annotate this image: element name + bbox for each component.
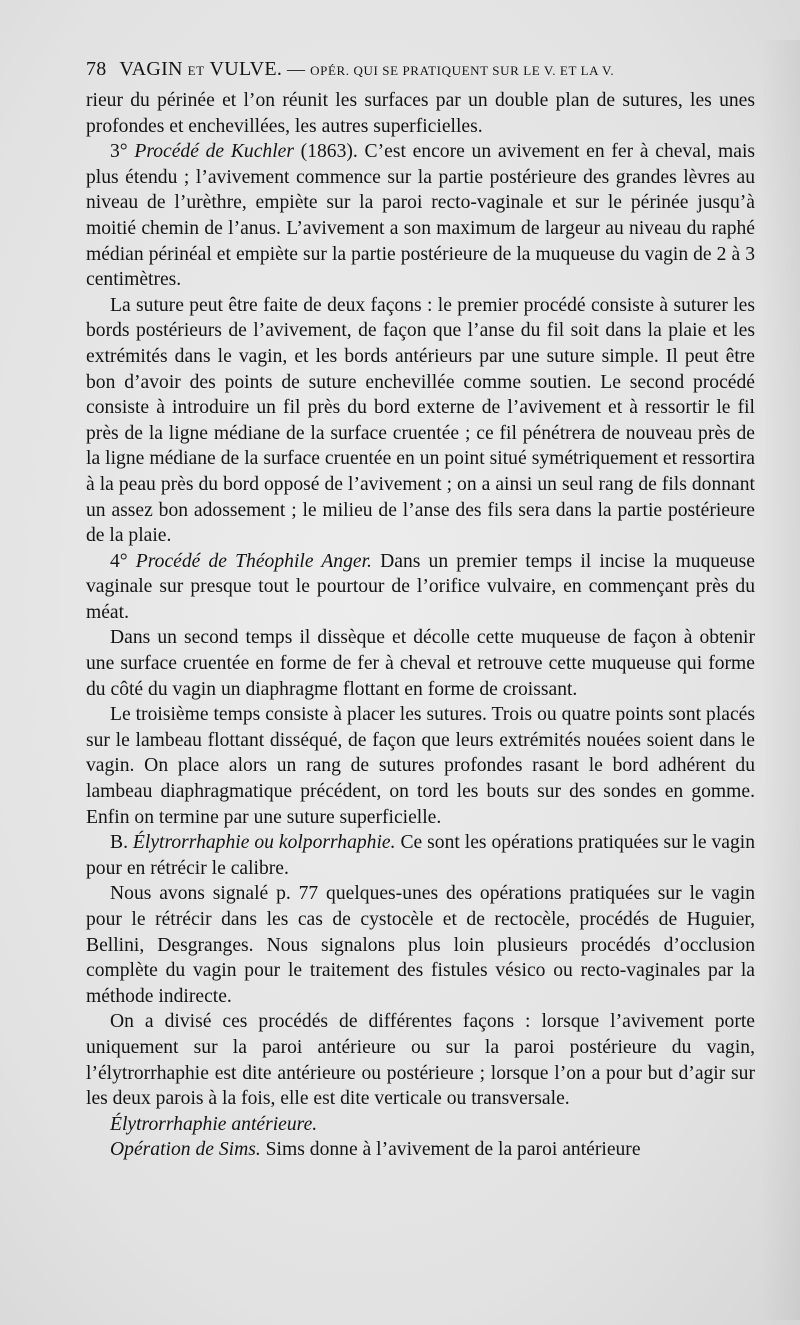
- header-title-2: VULVE.: [209, 58, 283, 80]
- header-dash: —: [287, 59, 306, 79]
- facing-page-shadow: [760, 40, 800, 1320]
- paragraph-third-time: Le troisième temps consiste à placer les sutures. Trois ou quatre points sont placés sur le lambeau flottant disséqué, de façon que leurs extrémités nouées soient dans le vagin. On place alors un rang de sutures profondes rasant le bord adhérent du lambeau diaphragmatique précédent, on tord les bouts sur des sondes en gomme. Enfin on termine par une suture superficielle.: [86, 704, 755, 828]
- procedure-name: Procédé de Kuchler: [134, 141, 294, 163]
- paragraph-kuchler: [86, 139, 755, 293]
- page-body: [86, 88, 755, 1163]
- paragraph-second-time: Dans un second temps il dissèque et décolle cette muqueuse de façon à obtenir une surface cruentée en forme de fer à cheval et retrouve cette muqueuse qui forme du côté du vagin un diaphragme flottant en forme de croissant.: [86, 627, 755, 700]
- paragraph-signale: Nous avons signalé p. 77 quelques-unes des opérations pratiquées sur le vagin pour le rétrécir dans les cas de cystocèle et de rectocèle, procédés de Huguier, Bellini, Desgranges. Nous signalons plus loin plusieurs procédés d’occlusion complète du vagin pour le traitement des fistules vésico ou recto-vaginales par la méthode indirecte.: [86, 883, 755, 1007]
- operation-name: Opération de Sims.: [110, 1139, 261, 1161]
- section-letter: B.: [110, 832, 133, 854]
- page-number: 78: [86, 58, 107, 80]
- item-number: 3°: [110, 141, 135, 163]
- section-heading: Élytrorrhaphie ou kolporrhaphie.: [132, 832, 396, 854]
- subsection-heading: Élytrorrhaphie antérieure.: [110, 1113, 318, 1135]
- header-subtitle: OPÉR. QUI SE PRATIQUENT SUR LE V. ET LA V.: [310, 63, 615, 78]
- item-number: 4°: [110, 550, 136, 572]
- paragraph-text: Sims donne à l’avivement de la paroi antérieure: [260, 1139, 641, 1161]
- header-title: VAGIN: [119, 58, 183, 80]
- paragraph-text: Ce sont les opérations pratiquées sur le vagin pour en rétrécir le calibre.: [86, 832, 756, 879]
- paragraph-continuation: rieur du périnée et l’on réunit les surfaces par un double plan de sutures, les unes profondes et enchevillées, les autres superficielles.: [86, 90, 755, 137]
- paragraph-text: (1863). C’est encore un avivement en fer à cheval, mais plus étendu ; l’avivement commence sur la partie postérieure des grandes lèvres au niveau de l’urèthre, empiète sur la paroi recto-vaginale et sur le périnée jusqu’à moitié chemin de l’anus. L’avivement a son maximum de largeur au niveau du raphé médian périnéal et empiète sur la partie postérieure de la muqueuse du vagin de 2 à 3 centimètres.: [86, 141, 756, 291]
- procedure-name: Procédé de Théophile Anger.: [135, 550, 372, 572]
- paragraph-anger: [86, 549, 755, 626]
- paragraph-elytrorrhaphie: [86, 830, 755, 881]
- paragraph-sims: [86, 1137, 755, 1163]
- paragraph-divise: On a divisé ces procédés de différentes façons : lorsque l’avivement porte uniquement sur la paroi antérieure ou sur la paroi postérieure du vagin, l’élytrorrhaphie est dite antérieure ou postérieure ; lorsque l’on a pour but d’agir sur les deux parois à la fois, elle est dite verticale ou transversale.: [86, 1011, 755, 1110]
- paragraph-suture: La suture peut être faite de deux façons : le premier procédé consiste à suturer les bords postérieurs de l’avivement, de façon que l’anse du fil soit dans la plaie et les extrémités dans le vagin, et les bords antérieurs par une suture simple. Il peut être bon d’avoir des points de suture enchevillée comme soutien. Le second procédé consiste à introduire un fil près du bord externe de l’avivement et à ressortir le fil près de la ligne médiane de la surface cruentée ; ce fil pénétrera de nouveau près de la ligne médiane de la surface cruentée en un point situé symétriquement et ressortira à la peau près du bord opposé de l’avivement ; on a ainsi un seul rang de fils donnant un assez bon adossement ; le milieu de l’anse des fils sera dans la partie postérieure de la plaie.: [86, 294, 755, 547]
- paragraph-text: Dans un premier temps il incise la muqueuse vaginale sur presque tout le pourtour de l’orifice vulvaire, en commençant près du méat.: [86, 550, 755, 623]
- running-header: [86, 58, 756, 81]
- header-conjunction: ET: [187, 63, 205, 78]
